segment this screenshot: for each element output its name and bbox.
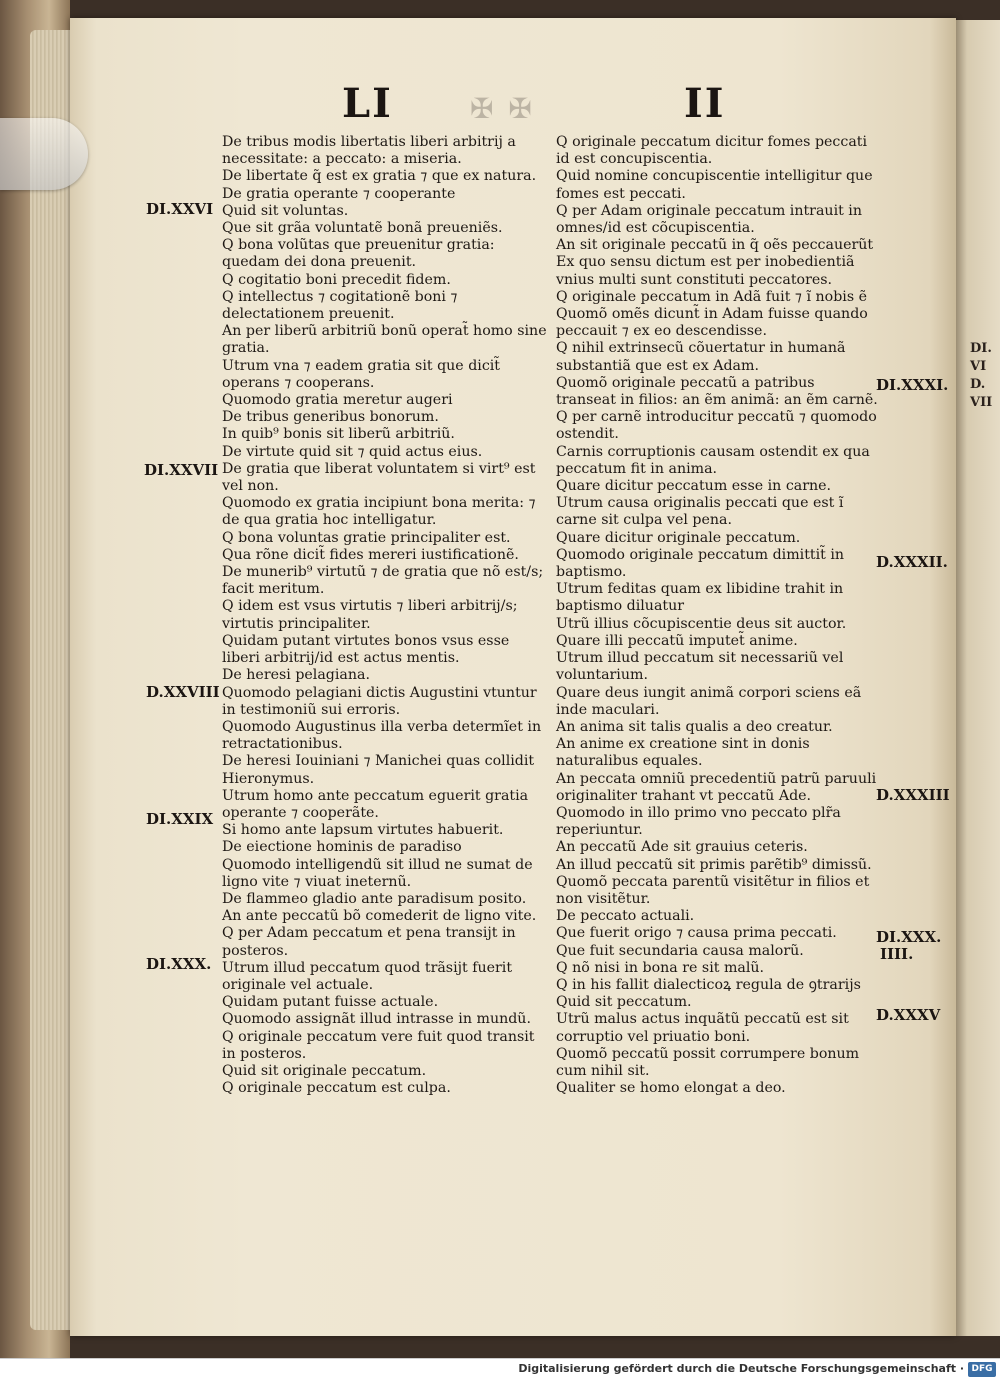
chapter-heading: De tribus generibus bonorum. [222,409,439,426]
chapter-heading: Q per Adam originale peccatum intrauit in omnes/id est cõcupiscentia. [556,202,862,237]
footer-bar [0,1358,1000,1381]
distinction-label: IIII. [880,945,914,963]
glass-page-holder [0,118,88,190]
chapter-heading: Que sit grãa voluntatẽ bonã preueniẽs. [222,220,503,237]
chapter-heading: Quomodo intelligendũ sit illud ne sumat de ligno vite ⁊ viuat ineternũ. [222,856,533,890]
chapter-heading: Qualiter se homo elongat a deo. [556,1080,786,1097]
chapter-heading: Quomõ originale peccatũ a patribus transeat in filios: an ẽm animã: an ẽm carnẽ. [556,374,878,409]
chapter-heading: Q in his fallit dialecticoꝝ regula de ꝯtrarijs [556,976,861,993]
chapter-heading: Quare dicitur originale peccatum. [556,529,801,546]
chapter-heading: Q intellectus ⁊ cogitationẽ boni ⁊ delectationem preuenit. [222,288,458,323]
chapter-heading: De heresi pelagiana. [222,667,370,684]
header-left-number: LI [342,80,393,127]
chapter-heading: Quomodo pelagiani dictis Augustini vtuntur in testimoniũ sui erroris. [222,684,537,718]
chapter-heading: Utrum vna ⁊ eadem gratia sit que dicit̃ operans ⁊ cooperans. [222,357,501,391]
chapter-heading: An anime ex creatione sint in donis naturalibus equales. [556,736,810,770]
chapter-heading: Que fuerit origo ⁊ causa prima peccati. [556,925,837,942]
distinction-label: DI.XXX. [876,928,942,946]
chapter-heading: Quomõ peccatũ possit corrumpere bonum cum nihil sit. [556,1045,860,1079]
chapter-heading: Qua rõne dicit̃ fides mereri iustificationẽ. [222,546,519,563]
chapter-heading: Quidam putant virtutes bonos vsus esse liberi arbitrij/id est actus mentis. [222,632,510,667]
chapter-heading: Utrũ illius cõcupiscentie deus sit auctor. [556,615,847,632]
chapter-heading: Q originale peccatum vere fuit quod transit in posteros. [222,1028,535,1062]
chapter-heading: Q originale peccatum dicitur fomes peccati id est concupiscentia. [556,134,868,168]
distinction-label: D.XXVIII [146,683,220,701]
chapter-heading: An illud peccatũ sit primis parẽtib⁹ dimissũ. [556,856,872,873]
chapter-heading: Quomodo gratia meretur augeri [222,392,453,409]
chapter-heading: Quid sit voluntas. [222,202,349,219]
right-text-column [556,134,878,1097]
chapter-heading: Utrum illud peccatum sit necessariũ vel voluntarium. [556,650,844,684]
show-through-text: ✠ ✠ [470,92,535,125]
chapter-heading: Utrum homo ante peccatum eguerit gratia operante ⁊ cooperãte. [222,787,529,821]
chapter-heading: De peccato actuali. [556,908,695,925]
chapter-heading: Quomõ omẽs dicunt̃ in Adam fuisse quando peccauit ⁊ ex eo descendisse. [556,306,868,340]
chapter-heading: De munerib⁹ virtutũ ⁊ de gratia que nõ est/s; facit meritum. [222,564,544,598]
chapter-heading: Quomõ peccata parentũ visitẽtur in filios et non visitẽtur. [556,873,870,907]
chapter-heading: Q bona voluntas gratie principaliter est. [222,529,511,546]
chapter-heading: Quid nomine concupiscentie intelligitur que fomes est peccati. [556,168,873,202]
chapter-heading: An anima sit talis qualis a deo creatur. [556,718,833,735]
chapter-heading: Utrum illud peccatum quod trãsijt fuerit originale vel actuale. [222,959,513,993]
chapter-heading: An sit originale peccatũ in q̃ oẽs peccauerũt [556,237,874,254]
chapter-heading: De libertate q̃ est ex gratia ⁊ que ex natura. [222,168,537,185]
chapter-heading: Quid sit peccatum. [556,994,692,1011]
chapter-heading: Ex quo sensu dictum est per inobedientiã vnius multi sunt constituti peccatores. [556,254,855,288]
chapter-heading: Quomodo assignãt illud intrasse in mundũ. [222,1011,531,1028]
chapter-heading: Q nõ nisi in bona re sit malũ. [556,959,765,976]
chapter-heading: Quare illi peccatũ imputet̃ anime. [556,632,798,649]
chapter-heading: Q idem est vsus virtutis ⁊ liberi arbitrij/s; virtutis principaliter. [222,598,518,632]
facing-page-fragment: DI. VI D. VII [970,341,993,410]
distinction-label: DI.XXVII [144,461,219,479]
header-right-number: II [684,80,726,127]
chapter-heading: Carnis corruptionis causam ostendit ex qua peccatum fit in anima. [556,443,870,477]
chapter-heading: Utrum causa originalis peccati que est ĩ carne sit culpa vel pena. [556,495,844,529]
distinction-label: D.XXXIII [876,786,950,804]
chapter-heading: An per liberũ arbitriũ bonũ operat̃ homo sine gratia. [222,323,547,357]
chapter-heading: Q per Adam peccatum et pena transijt in posteros. [222,925,516,959]
distinction-label: DI.XXIX [146,810,214,828]
chapter-heading: Quomodo ex gratia incipiunt bona merita: ⁊ de qua gratia hoc intelligatur. [222,495,536,529]
chapter-heading: Q originale peccatum in Adã fuit ⁊ ĩ nobis ẽ [556,288,868,305]
chapter-heading: Q nihil extrinsecũ cõuertatur in humanã substantiã que est ex Adam. [556,340,846,374]
chapter-heading: De tribus modis libertatis liberi arbitrij a necessitate: a peccato: a miseria. [222,134,516,168]
distinction-label: DI.XXXI. [876,376,949,394]
chapter-heading: De heresi Iouiniani ⁊ Manichei quas collidit Hieronymus. [222,753,535,787]
chapter-heading: An ante peccatũ bõ comederit de ligno vite. [222,908,537,925]
chapter-heading: Quid sit originale peccatum. [222,1062,427,1079]
chapter-heading: An peccatũ Ade sit grauius ceteris. [556,839,808,856]
distinction-label: D.XXXV [876,1006,941,1024]
chapter-heading: Q cogitatio boni precedit fidem. [222,271,451,288]
left-text-column [222,134,547,1097]
chapter-heading: De gratia que liberat voluntatem si virt⁹ est vel non. [222,460,536,495]
chapter-heading: Q per carnẽ introducitur peccatũ ⁊ quomodo ostendit. [556,409,877,443]
chapter-heading: Quidam putant fuisse actuale. [222,994,439,1011]
chapter-heading: Q originale peccatum est culpa. [222,1080,451,1097]
chapter-heading: De flammeo gladio ante paradisum posito. [222,890,527,907]
chapter-heading: Quomodo originale peccatum dimittit̃ in baptismo. [556,546,845,581]
chapter-heading: Que fuit secundaria causa malorũ. [556,942,804,959]
distinction-label: DI.XXX. [146,955,212,973]
chapter-heading: De eiectione hominis de paradiso [222,839,462,856]
chapter-heading: Utrum feditas quam ex libidine trahit in baptismo diluatur [556,581,844,615]
chapter-heading: Q bona volũtas que preuenitur gratia: quedam dei dona preuenit. [222,237,495,271]
chapter-heading: An peccata omniũ precedentiũ patrũ paruuli originaliter trahant vt peccatũ Ade. [556,770,877,804]
chapter-heading: Si homo ante lapsum virtutes habuerit. [222,822,504,839]
chapter-heading: Quare deus iungit animã corpori sciens eã inde maculari. [556,684,862,718]
dfg-logo: DFG [968,1362,996,1377]
facing-page-edge [956,20,1000,1336]
chapter-heading: De gratia operante ⁊ cooperante [222,185,456,202]
distinction-label: D.XXXII. [876,553,948,571]
chapter-heading: Quomodo in illo primo vno peccato plr̃a reperiuntur. [556,804,841,839]
chapter-heading: Utrũ malus actus inquãtũ peccatũ est sit corruptio vel priuatio boni. [556,1011,849,1045]
chapter-heading: Quomodo Augustinus illa verba determĩet in retractationibus. [222,718,542,753]
chapter-heading: De virtute quid sit ⁊ quid actus eius. [222,443,483,460]
funding-notice: Digitalisierung gefördert durch die Deutsche Forschungsgemeinschaft · [518,1362,964,1375]
chapter-heading: In quib⁹ bonis sit liberũ arbitriũ. [222,426,455,443]
chapter-heading: Quare dicitur peccatum esse in carne. [556,478,832,495]
distinction-label: DI.XXVI [146,200,214,218]
